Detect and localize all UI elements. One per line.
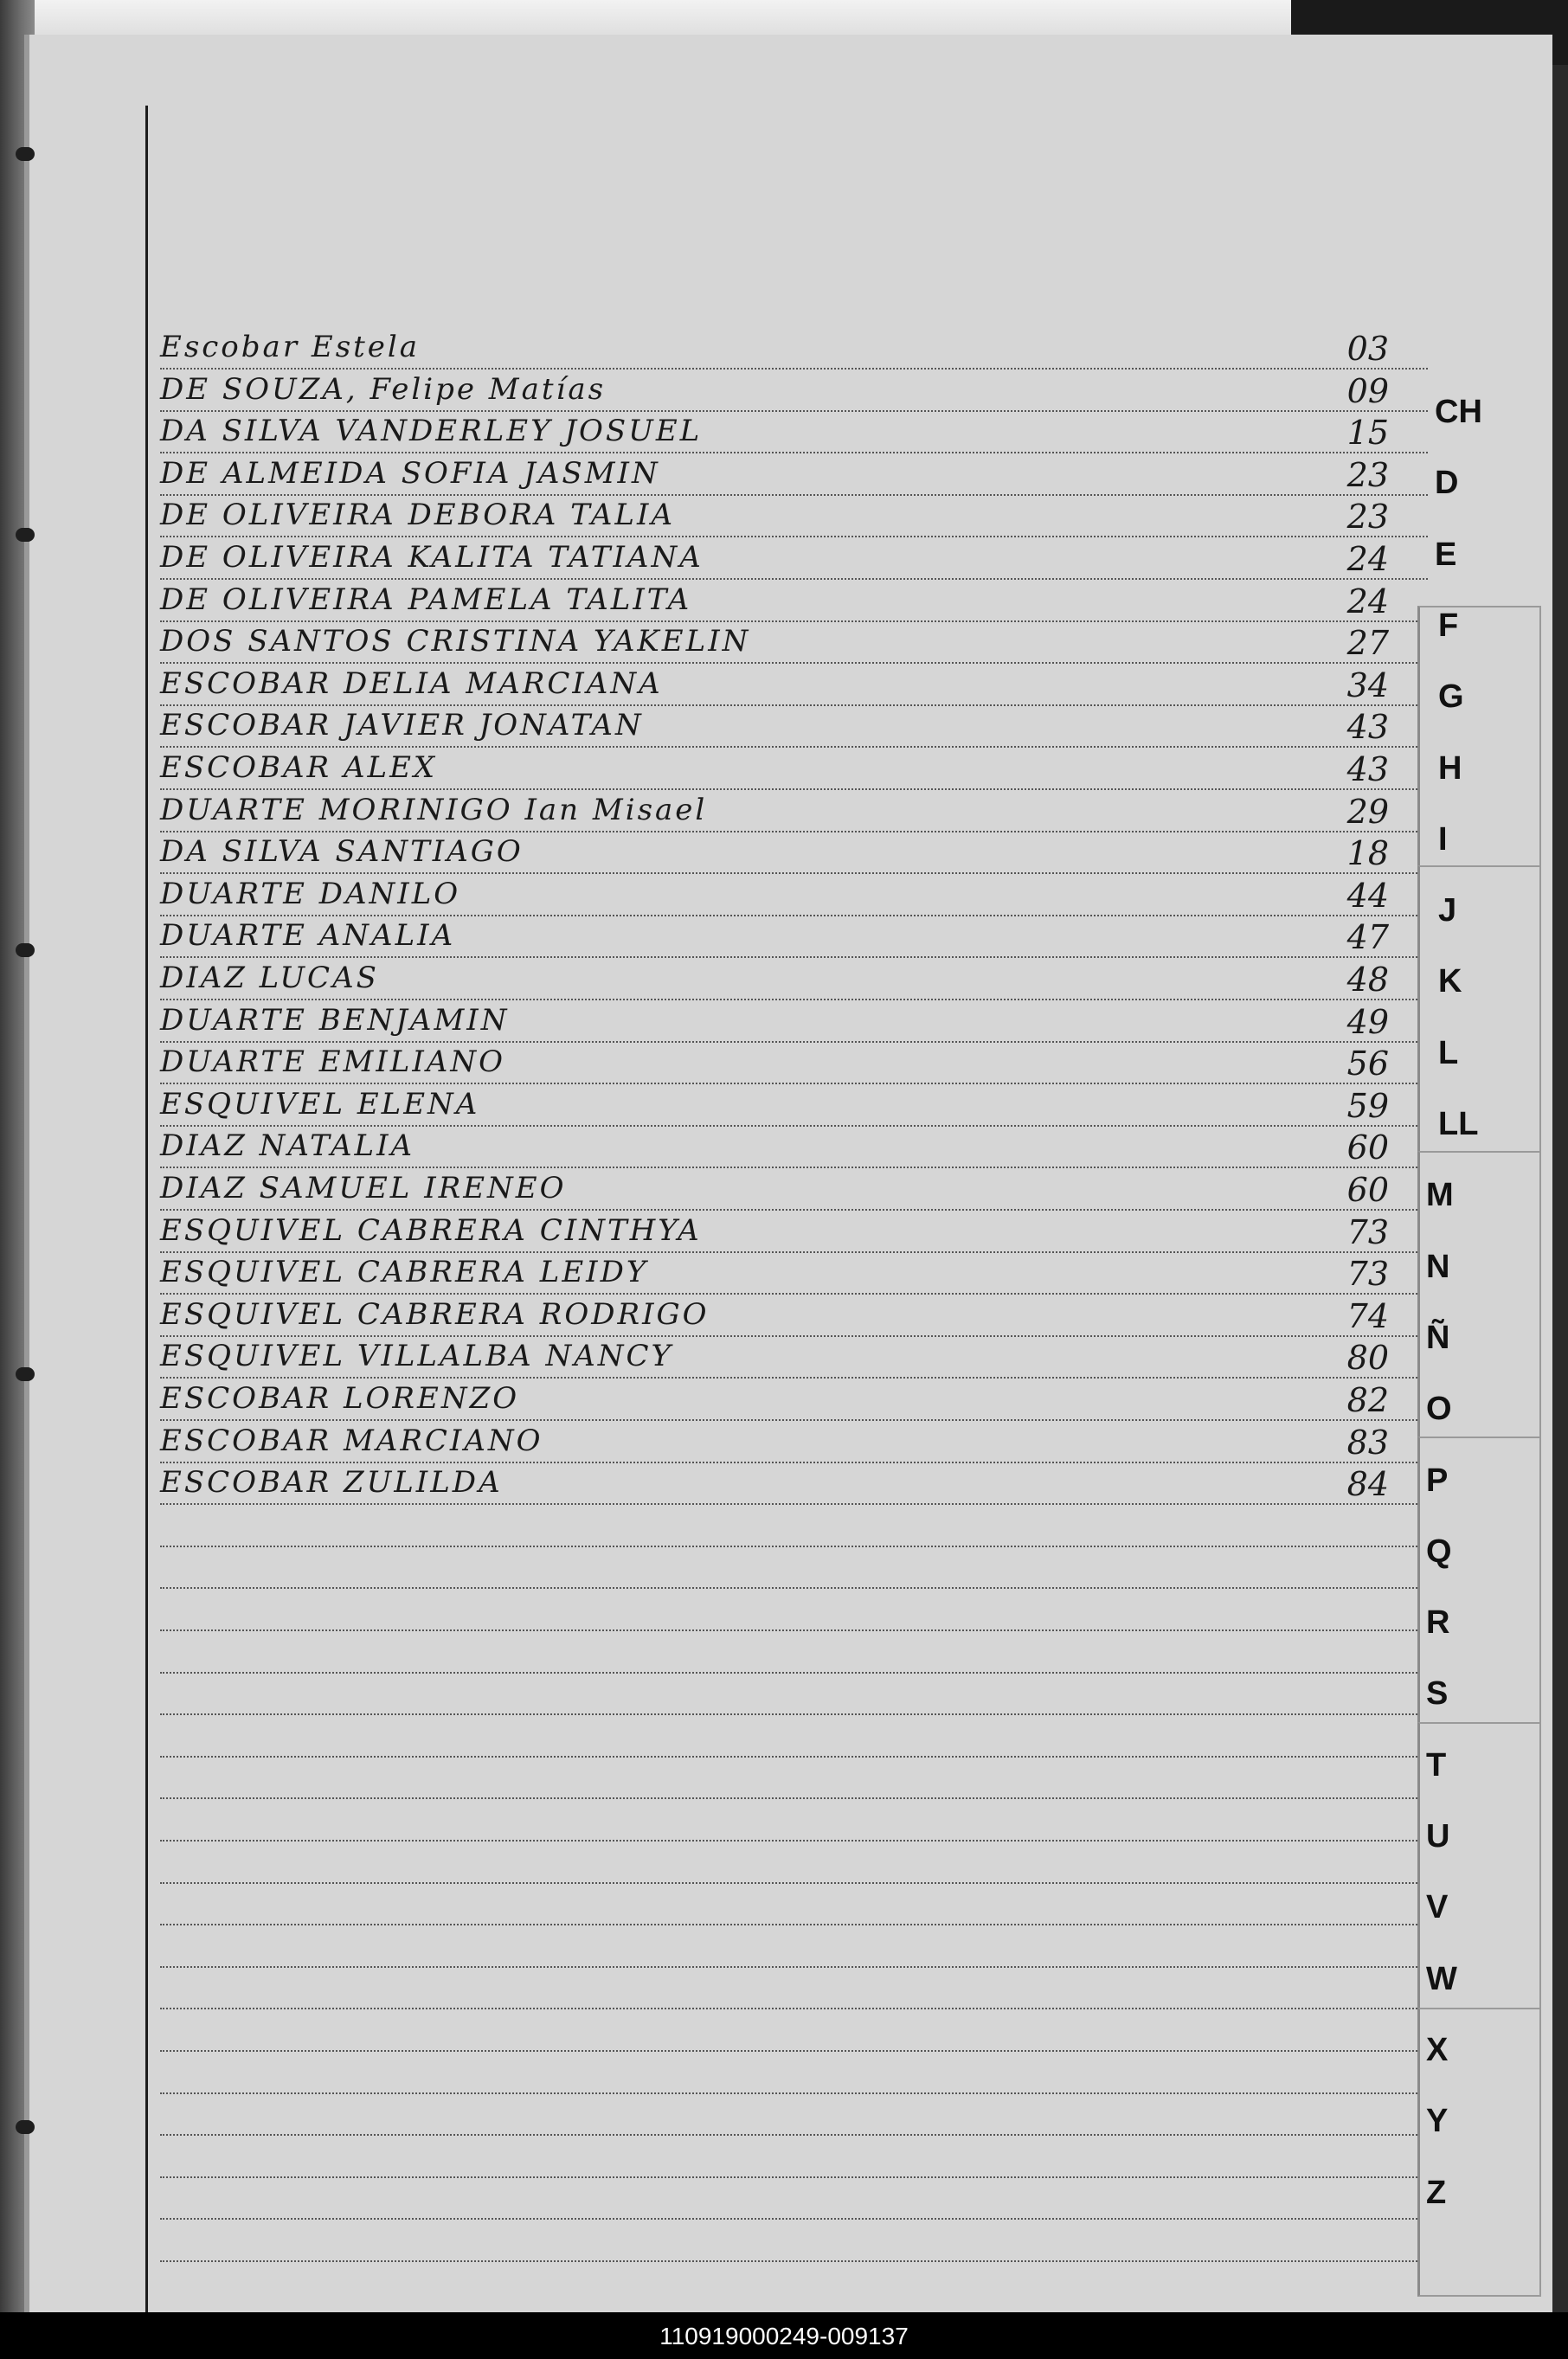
binding-ring [16,528,35,542]
entry-page-number: 48 [1346,961,1389,999]
footer-bar [0,2312,1568,2359]
ledger-entry [160,1167,1428,1209]
ledger-entry [160,873,1428,915]
index-tab-letter: G [1438,678,1464,715]
ledger-entry [160,1251,1428,1293]
index-tab-letter: P [1426,1462,1449,1499]
entry-name: ESQUIVEL CABRERA RODRIGO [160,1297,710,1332]
index-tab-letter: D [1435,465,1459,501]
ledger-entry [160,326,1428,368]
ledger-entry [160,410,1428,452]
ruled-line [160,1882,1428,1884]
entry-name: Escobar Estela [160,330,421,364]
entry-name: ESCOBAR LORENZO [160,1381,520,1416]
ruled-line [160,2218,1428,2220]
entry-name: ESQUIVEL CABRERA LEIDY [160,1255,649,1289]
entry-page-number: 27 [1346,624,1389,662]
index-tab-letter: M [1426,1177,1454,1213]
entry-page-number: 60 [1346,1171,1389,1209]
entry-page-number: 43 [1346,708,1389,746]
index-tab-letter: F [1438,607,1459,644]
entry-name: DA SILVA VANDERLEY JOSUEL [160,414,703,448]
binding-ring [16,147,35,161]
entry-name: ESCOBAR JAVIER JONATAN [160,708,644,742]
ruled-line [160,1756,1428,1758]
entry-page-number: 09 [1346,372,1389,410]
index-tab-letter: L [1438,1035,1459,1071]
ruled-line [160,1797,1428,1799]
ledger-entry [160,1210,1428,1251]
entry-page-number: 83 [1346,1424,1389,1462]
ruled-line [160,2176,1428,2178]
entry-page-number: 84 [1346,1465,1389,1503]
index-tab-letter: LL [1438,1106,1479,1142]
ledger-entry [160,1125,1428,1167]
index-tab-letter: S [1426,1675,1449,1712]
ruled-line [160,1629,1428,1631]
entry-name: DIAZ SAMUEL IRENEO [160,1171,567,1205]
ledger-entry [160,1041,1428,1083]
ruled-line [160,1924,1428,1925]
ledger-entry [160,1000,1428,1041]
index-tab-letter: H [1438,750,1462,787]
entry-page-number: 44 [1346,877,1389,915]
index-tab-letter: CH [1435,394,1482,430]
ruled-line [160,1672,1428,1674]
entry-page-number: 34 [1346,666,1389,704]
entry-page-number: 59 [1346,1087,1389,1125]
entry-name: DE OLIVEIRA PAMELA TALITA [160,582,692,617]
entry-page-number: 56 [1346,1045,1389,1083]
ruled-line [160,1840,1428,1842]
ledger-entry [160,663,1428,704]
entry-page-number: 24 [1346,540,1389,578]
ledger-entry [160,537,1428,578]
ruled-line [160,2134,1428,2136]
entry-page-number: 03 [1346,330,1389,368]
ruled-line [160,1713,1428,1715]
entry-page-number: 60 [1346,1128,1389,1167]
index-tab-letter: R [1426,1604,1450,1641]
ledger-entry [160,831,1428,872]
entry-page-number: 80 [1346,1339,1389,1377]
ledger-entry [160,494,1428,536]
ruled-line [160,1587,1428,1589]
entry-page-number: 47 [1346,918,1389,956]
ruled-line [160,1966,1428,1968]
ledger-entry [160,1420,1428,1462]
ledger-entry [160,957,1428,999]
entry-name: DE OLIVEIRA KALITA TATIANA [160,540,704,575]
entry-name: DUARTE BENJAMIN [160,1003,510,1038]
index-tab-letter: K [1438,963,1462,1000]
entry-name: ESCOBAR ALEX [160,750,438,785]
ledger-entry [160,1335,1428,1377]
ruled-line [160,1546,1428,1547]
entry-page-number: 43 [1346,750,1389,788]
ledger-entry [160,704,1428,746]
entry-name: DA SILVA SANTIAGO [160,834,524,869]
entry-page-number: 49 [1346,1003,1389,1041]
binding-ring [16,943,35,957]
ruled-line [160,2260,1428,2262]
index-tab-letter: Ñ [1426,1320,1450,1356]
index-tab-letter: X [1426,2032,1449,2068]
entry-page-number: 15 [1346,414,1389,452]
ruled-line [160,1503,1428,1505]
index-tab-letter: O [1426,1391,1452,1427]
ledger-entry [160,1462,1428,1503]
alphabet-index-tabs [1417,320,1556,2311]
ledger-entry [160,789,1428,831]
entry-page-number: 18 [1346,834,1389,872]
entry-name: DE SOUZA, Felipe Matías [160,372,607,407]
entry-name: ESCOBAR MARCIANO [160,1424,543,1458]
ruled-line [160,2050,1428,2052]
ruled-line [160,2092,1428,2094]
index-tab-letter: V [1426,1889,1449,1925]
entry-name: DIAZ NATALIA [160,1128,415,1163]
entry-name: DOS SANTOS CRISTINA YAKELIN [160,624,751,659]
entry-page-number: 23 [1346,498,1389,536]
index-tab-letter: I [1438,821,1448,858]
index-tab[interactable] [1417,865,1541,1154]
index-tab[interactable] [1417,606,1541,869]
index-tab-letter: T [1426,1747,1447,1784]
entry-page-number: 24 [1346,582,1389,620]
index-tab-letter: Q [1426,1533,1452,1570]
ledger-entry [160,747,1428,788]
entry-name: DIAZ LUCAS [160,961,379,995]
ledger-entry [160,579,1428,620]
entry-page-number: 23 [1346,456,1389,494]
entry-page-number: 82 [1346,1381,1389,1419]
entry-name: ESQUIVEL VILLALBA NANCY [160,1339,673,1373]
entry-name: DUARTE DANILO [160,877,461,911]
ruled-line [160,2008,1428,2009]
index-tab-letter: J [1438,892,1457,929]
entry-name: DUARTE EMILIANO [160,1045,505,1079]
entry-page-number: 74 [1346,1297,1389,1335]
margin-line [145,106,148,2312]
entry-page-number: 73 [1346,1213,1389,1251]
ledger-entry [160,453,1428,494]
entry-name: ESQUIVEL CABRERA CINTHYA [160,1213,702,1248]
entry-name: DE ALMEIDA SOFIA JASMIN [160,456,660,491]
binding-ring [16,2120,35,2134]
index-tab-letter: Z [1426,2175,1447,2211]
ledger-entry [160,1378,1428,1419]
index-tab-letter: N [1426,1249,1450,1285]
ledger-entry [160,915,1428,956]
ruled-lines [160,320,1428,2311]
ledger-entry [160,1294,1428,1335]
entry-name: DUARTE ANALIA [160,918,456,953]
entry-page-number: 73 [1346,1255,1389,1293]
document-id: 110919000249-009137 [659,2323,909,2349]
binding-ring [16,1367,35,1381]
entry-name: ESCOBAR ZULILDA [160,1465,503,1500]
index-tab-letter: Y [1426,2103,1449,2139]
index-tab-letter: U [1426,1818,1450,1854]
entry-name: DUARTE MORINIGO Ian Misael [160,793,708,827]
index-tab-letter: W [1426,1961,1457,1997]
entry-name: DE OLIVEIRA DEBORA TALIA [160,498,675,532]
ledger-entry [160,620,1428,662]
ledger-entry [160,369,1428,410]
entry-name: ESQUIVEL ELENA [160,1087,480,1122]
entry-name: ESCOBAR DELIA MARCIANA [160,666,663,701]
entry-page-number: 29 [1346,793,1389,831]
index-tab-letter: E [1435,537,1457,573]
ledger-entry [160,1083,1428,1125]
